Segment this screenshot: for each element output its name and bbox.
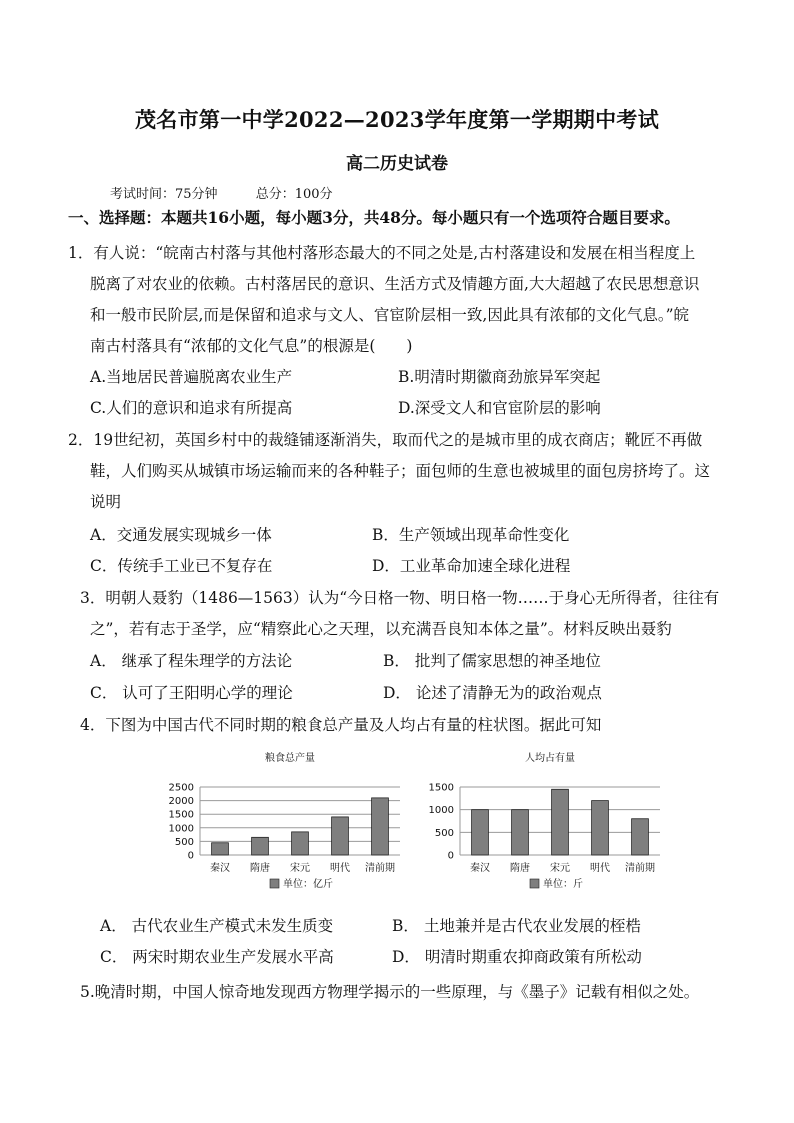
grain-output-chart-svg [155,745,405,905]
section-heading: 一、选择题：本题共16小题，每小题3分，共48分。每小题只有一个选项符合题目要求。 [68,208,680,227]
q3-line: 3．明朝人聂豹（1486—1563）认为“今日格一物、明日格一物……于身心无所得者，往往有 [80,589,720,607]
x-tick-label: 清前期 [365,863,395,874]
q3-option-a: A． 继承了程朱理学的方法论 [90,652,293,670]
q2-option-c: C．传统手工业已不复存在 [90,557,273,575]
x-tick-label: 宋元 [550,863,570,874]
y-tick-label: 0 [187,850,194,862]
bar [592,801,609,855]
bar [332,817,349,855]
q4-option-c: C． 两宋时期农业生产发展水平高 [100,948,334,966]
q3-option-c: C． 认可了王阳明心学的理论 [90,684,293,702]
legend-swatch [270,879,279,888]
q1-option-b: B.明清时期徽商劲旅异军突起 [398,368,601,386]
bar [632,819,649,855]
q1-option-c: C.人们的意识和追求有所提高 [90,399,293,417]
q2-line: 说明 [90,493,122,511]
y-tick-label: 1000 [428,805,454,817]
q2-option-d: D．工业革命加速全球化进程 [372,557,571,575]
q5-line: 5.晚清时期，中国人惊奇地发现西方物理学揭示的一些原理，与《墨子》记载有相似之处。 [80,983,700,1001]
grain-output-chart [155,745,405,905]
y-tick-label: 500 [434,827,454,839]
q2-option-a: A．交通发展实现城乡一体 [90,526,272,544]
exam-title: 茂名市第一中学2022—2023学年度第一学期期中考试 [135,107,659,132]
q4-option-d: D． 明清时期重农抑商政策有所松动 [392,948,642,966]
exam-time: 考试时间：75分钟 [110,187,218,202]
q4-option-b: B． 土地兼并是古代农业发展的桎梏 [392,917,641,935]
q2-line: 2．19世纪初，英国乡村中的裁缝铺逐渐消失，取而代之的是城市里的成衣商店；靴匠不再做 [68,431,703,449]
per-capita-chart [415,745,665,905]
q4-option-a: A． 古代农业生产模式未发生质变 [100,917,334,935]
q1-line: 脱离了对农业的依赖。古村落居民的意识、生活方式及情趣方面,大大超越了农民思想意识 [90,275,700,293]
q3-line: 之”，若有志于圣学，应“精察此心之天理，以充满吾良知本体之量”。材料反映出聂豹 [90,620,672,638]
bar [372,798,389,855]
y-tick-label: 2000 [168,796,194,808]
y-tick-label: 1500 [168,809,194,821]
x-tick-label: 宋元 [290,863,310,874]
legend-label: 单位：斤 [543,879,583,890]
x-tick-label: 秦汉 [210,863,230,874]
chart-title: 人均占有量 [525,753,575,764]
q1-option-a: A.当地居民普遍脱离农业生产 [90,368,293,386]
y-tick-label: 0 [447,850,454,862]
chart-title: 粮食总产量 [265,753,315,764]
legend-swatch [530,879,539,888]
y-tick-label: 1000 [168,823,194,835]
y-tick-label: 500 [174,836,194,848]
bar [252,837,269,855]
x-tick-label: 明代 [330,863,350,874]
per-capita-chart-svg [415,745,665,905]
x-tick-label: 清前期 [625,863,655,874]
q3-option-b: B． 批判了儒家思想的神圣地位 [383,652,601,670]
x-tick-label: 隋唐 [250,863,270,874]
q1-option-d: D.深受文人和官宦阶层的影响 [398,399,601,417]
exam-subtitle: 高二历史试卷 [346,154,448,174]
bar [212,843,229,855]
legend-label: 单位：亿斤 [283,879,333,890]
y-tick-label: 1500 [428,782,454,794]
bar [292,832,309,855]
q3-option-d: D． 论述了清静无为的政治观点 [383,684,602,702]
bar [552,789,569,855]
q4-line: 4．下图为中国古代不同时期的粮食总产量及人均占有量的柱状图。据此可知 [80,716,602,734]
bar [472,810,489,855]
x-tick-label: 明代 [590,863,610,874]
y-tick-label: 2500 [168,782,194,794]
q1-line: 和一般市民阶层,而是保留和追求与文人、官宦阶层相一致,因此具有浓郁的文化气息。”皖 [90,306,690,324]
x-tick-label: 隋唐 [510,863,530,874]
bar [512,810,529,855]
x-tick-label: 秦汉 [470,863,490,874]
q1-line: 南古村落具有“浓郁的文化气息”的根源是( ) [90,337,413,355]
q2-option-b: B．生产领域出现革命性变化 [372,526,570,544]
exam-score: 总分：100分 [255,187,333,202]
q2-line: 鞋，人们购买从城镇市场运输而来的各种鞋子；面包师的生意也被城里的面包房挤垮了。这 [90,462,711,480]
exam-meta [110,183,367,202]
q1-line: 1．有人说：“皖南古村落与其他村落形态最大的不同之处是,古村落建设和发展在相当程度上 [68,244,696,262]
